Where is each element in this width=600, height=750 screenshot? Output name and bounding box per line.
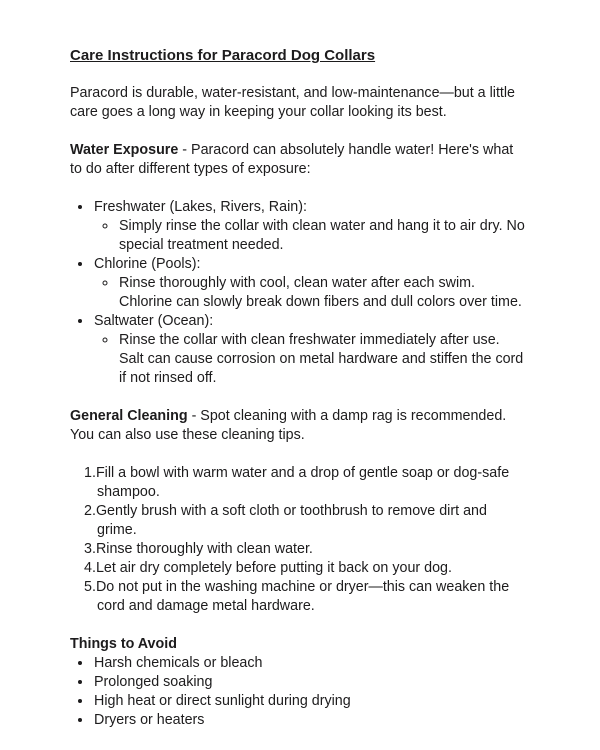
step-item: Let air dry completely before putting it back on your dog. — [95, 560, 452, 576]
general-cleaning-text: - Spot cleaning with a damp rag is recommended. You can also use these cleaning tips. — [70, 408, 507, 443]
list-item-saltwater — [93, 312, 528, 388]
cleaning-steps-list — [70, 464, 528, 616]
general-cleaning-paragraph — [70, 407, 528, 445]
intro-paragraph: Paracord is durable, water-resistant, and low-maintenance—but a little care goes a long way in keeping your collar looking its best. — [70, 85, 516, 120]
list-item-label: Freshwater (Lakes, Rivers, Rain): — [94, 199, 307, 215]
chlorine-sub-list — [94, 274, 528, 312]
avoid-item: • High heat or direct sunlight during drying — [93, 692, 528, 711]
things-to-avoid-list — [70, 654, 528, 730]
step-item: Do not put in the washing machine or dryer—this can weaken the cord and damage metal hardware. — [95, 579, 510, 614]
list-item-freshwater — [93, 198, 528, 255]
list-item-detail: ◦ Rinse thoroughly with cool, clean water after each swim. Chlorine can slowly break down fibers and dull colors over time. — [118, 274, 528, 312]
things-to-avoid-heading: Things to Avoid — [70, 636, 177, 652]
water-exposure-text: - Paracord can absolutely handle water! Here's what to do after different types of exposure: — [70, 142, 514, 177]
saltwater-sub-list — [94, 331, 528, 388]
list-item-detail: ◦ Simply rinse the collar with clean water and hang it to air dry. No special treatment needed. — [118, 217, 528, 255]
list-item-chlorine — [93, 255, 528, 312]
step-item: Rinse thoroughly with clean water. — [95, 541, 313, 557]
avoid-item: • Dryers or heaters — [93, 711, 528, 730]
list-item-detail: ◦ Rinse the collar with clean freshwater immediately after use. Salt can cause corrosion on metal hardware and stiffen the cord if not rinsed off. — [118, 331, 528, 388]
freshwater-sub-list — [94, 217, 528, 255]
water-exposure-paragraph — [70, 141, 528, 179]
document-title: Care Instructions for Paracord Dog Collars — [70, 47, 376, 64]
general-cleaning-heading: General Cleaning — [70, 408, 188, 424]
list-item-label: Chlorine (Pools): — [94, 256, 201, 272]
water-exposure-heading: Water Exposure — [70, 142, 179, 158]
step-item: Gently brush with a soft cloth or toothbrush to remove dirt and grime. — [95, 503, 487, 538]
list-item-label: Saltwater (Ocean): — [94, 313, 214, 329]
step-item: Fill a bowl with warm water and a drop of gentle soap or dog-safe shampoo. — [95, 465, 510, 500]
water-exposure-list — [70, 198, 528, 388]
avoid-item: • Prolonged soaking — [93, 673, 528, 692]
avoid-item: • Harsh chemicals or bleach — [93, 654, 528, 673]
